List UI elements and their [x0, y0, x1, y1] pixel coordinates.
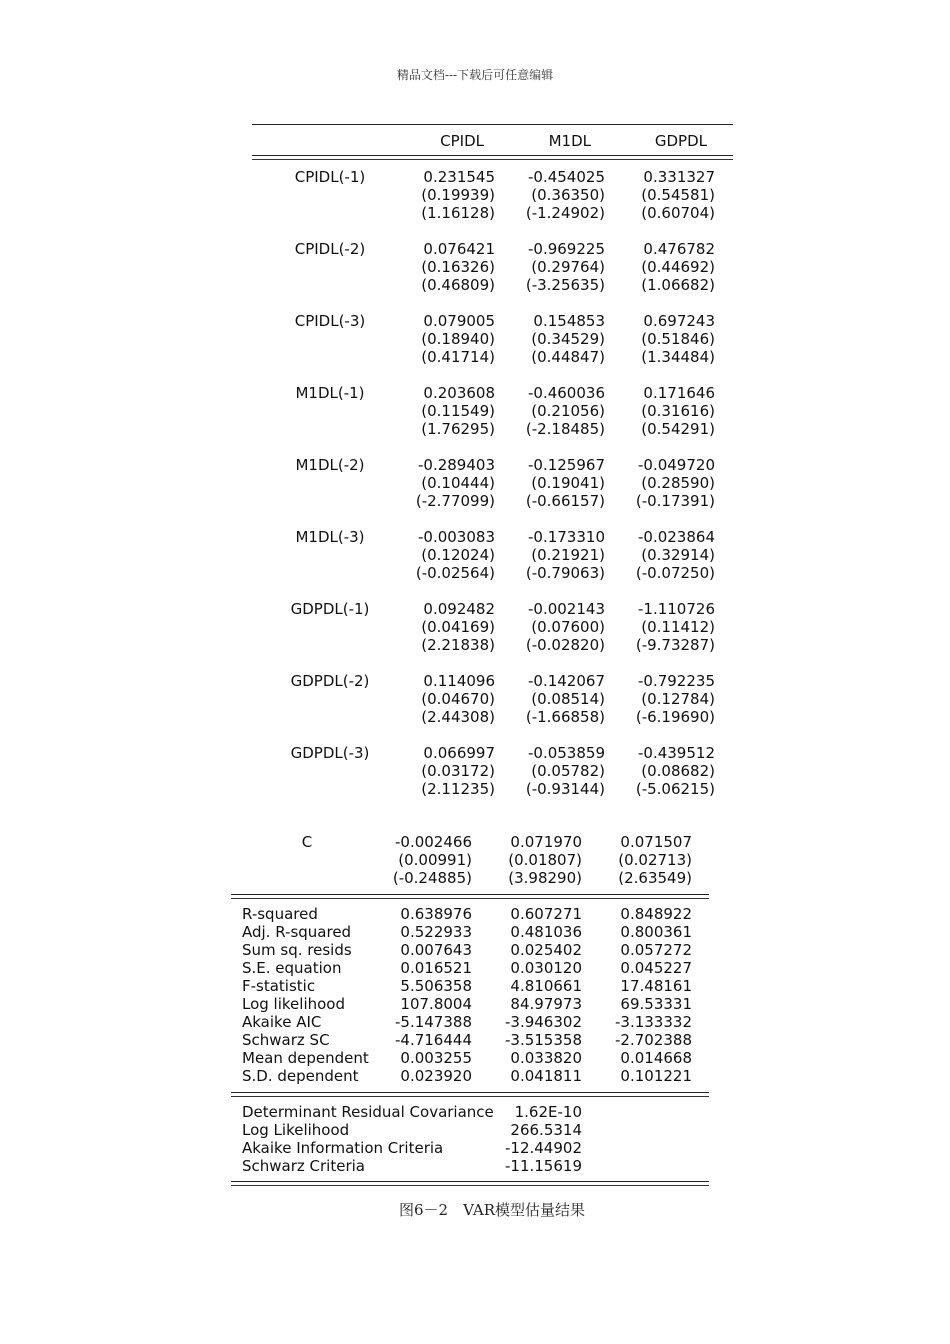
- coefficient-cell: (0.21921): [531, 546, 605, 564]
- stat-value: 84.97973: [510, 995, 582, 1013]
- stat-value: 0.003255: [400, 1049, 472, 1067]
- stat-label: Adj. R-squared: [242, 923, 352, 941]
- coefficient-cell: (0.10444): [421, 474, 495, 492]
- row-label: GDPDL(-3): [290, 744, 370, 762]
- coefficient-cell: (0.36350): [531, 186, 605, 204]
- coefficient-cell: (0.08514): [531, 690, 605, 708]
- system-stat-label: Schwarz Criteria: [242, 1157, 365, 1175]
- coefficient-cell: (-1.24902): [525, 204, 605, 222]
- coefficient-cell: -0.289403: [418, 456, 495, 474]
- coefficient-cell: (0.07600): [531, 618, 605, 636]
- coefficient-cell: 0.066997: [423, 744, 495, 762]
- stat-value: 0.045227: [620, 959, 692, 977]
- coefficient-cell: -0.173310: [528, 528, 605, 546]
- coefficient-cell: -0.125967: [528, 456, 605, 474]
- figure-caption: 图6－2 VAR模型估量结果: [398, 1201, 586, 1219]
- coefficient-cell: 0.079005: [423, 312, 495, 330]
- coefficient-cell: (-0.02820): [525, 636, 605, 654]
- coefficient-cell: (0.08682): [641, 762, 715, 780]
- coefficient-cell: -0.460036: [528, 384, 605, 402]
- stat-value: 0.481036: [510, 923, 582, 941]
- coefficient-cell: (0.44847): [531, 348, 605, 366]
- stat-label: S.D. dependent: [242, 1067, 359, 1085]
- coefficient-cell: (0.41714): [421, 348, 495, 366]
- page-header-note: 精品文档---下载后可任意编辑: [396, 68, 554, 82]
- stat-value: 0.007643: [400, 941, 472, 959]
- row-label: CPIDL(-2): [294, 240, 366, 258]
- coefficient-cell: (0.44692): [641, 258, 715, 276]
- coefficient-cell: 0.092482: [423, 600, 495, 618]
- coefficient-cell: (-6.19690): [635, 708, 715, 726]
- coefficient-cell: -0.053859: [528, 744, 605, 762]
- stat-label: Mean dependent: [242, 1049, 369, 1067]
- system-stat-value: 1.62E-10: [514, 1103, 582, 1121]
- stat-value: 0.522933: [400, 923, 472, 941]
- coefficient-cell: -0.439512: [638, 744, 715, 762]
- coefficient-cell: (0.19041): [531, 474, 605, 492]
- coefficient-cell: (0.12024): [421, 546, 495, 564]
- table-top-rule: [252, 124, 733, 125]
- stat-value: 0.030120: [510, 959, 582, 977]
- coefficient-cell: -0.142067: [528, 672, 605, 690]
- stat-value: 0.016521: [400, 959, 472, 977]
- stat-value: 4.810661: [510, 977, 582, 995]
- stat-label: F-statistic: [242, 977, 316, 995]
- coefficient-cell: (0.11412): [641, 618, 715, 636]
- stat-value: 0.025402: [510, 941, 582, 959]
- stat-value: 107.8004: [400, 995, 472, 1013]
- coefficient-cell: (0.04169): [421, 618, 495, 636]
- coefficient-cell: (-0.02564): [415, 564, 495, 582]
- coefficient-cell: -0.002143: [528, 600, 605, 618]
- coefficient-cell: (1.06682): [641, 276, 715, 294]
- coefficient-cell: -0.969225: [528, 240, 605, 258]
- stats-double-rule-1: [231, 894, 709, 895]
- stat-value: 0.014668: [620, 1049, 692, 1067]
- row-label: GDPDL(-2): [290, 672, 370, 690]
- coefficient-cell: (-3.25635): [525, 276, 605, 294]
- coefficient-cell: (-0.93144): [525, 780, 605, 798]
- coefficient-cell: (-0.17391): [635, 492, 715, 510]
- coefficient-cell: (-0.66157): [525, 492, 605, 510]
- coefficient-cell: (-1.66858): [525, 708, 605, 726]
- system-stat-value: -11.15619: [505, 1157, 582, 1175]
- constant-cell: (0.00991): [398, 851, 472, 869]
- coefficient-cell: (-2.77099): [415, 492, 495, 510]
- coefficient-cell: 0.203608: [423, 384, 495, 402]
- stat-value: -2.702388: [615, 1031, 692, 1049]
- coefficient-cell: (0.28590): [641, 474, 715, 492]
- coefficient-cell: 0.476782: [643, 240, 715, 258]
- column-header-m1dl: M1DL: [548, 132, 591, 150]
- stat-value: 17.48161: [620, 977, 692, 995]
- coefficient-cell: (-9.73287): [635, 636, 715, 654]
- coefficient-cell: 0.154853: [533, 312, 605, 330]
- stat-value: 5.506358: [400, 977, 472, 995]
- row-label: CPIDL(-1): [294, 168, 366, 186]
- coefficient-cell: (-2.18485): [525, 420, 605, 438]
- system-stat-label: Determinant Residual Covariance: [242, 1103, 494, 1121]
- stat-value: 0.607271: [510, 905, 582, 923]
- stat-value: -3.133332: [615, 1013, 692, 1031]
- stat-value: 0.057272: [620, 941, 692, 959]
- stat-value: 0.848922: [620, 905, 692, 923]
- constant-cell: (-0.24885): [392, 869, 472, 887]
- coefficient-cell: (0.54291): [641, 420, 715, 438]
- row-label: M1DL(-1): [295, 384, 365, 402]
- coefficient-cell: (2.11235): [421, 780, 495, 798]
- stat-value: -5.147388: [395, 1013, 472, 1031]
- constant-cell: 0.071507: [620, 833, 692, 851]
- coefficient-cell: (1.76295): [421, 420, 495, 438]
- constant-cell: (2.63549): [618, 869, 692, 887]
- coefficient-cell: (0.60704): [641, 204, 715, 222]
- row-label: GDPDL(-1): [290, 600, 370, 618]
- column-header-gdpdl: GDPDL: [654, 132, 707, 150]
- coefficient-cell: 0.231545: [423, 168, 495, 186]
- stat-label: Sum sq. resids: [242, 941, 352, 959]
- coefficient-cell: (0.16326): [421, 258, 495, 276]
- stat-value: 0.800361: [620, 923, 692, 941]
- header-double-rule-1: [252, 155, 733, 156]
- coefficient-cell: (2.21838): [421, 636, 495, 654]
- coefficient-cell: (2.44308): [421, 708, 495, 726]
- constant-cell: (0.01807): [508, 851, 582, 869]
- coefficient-cell: (0.04670): [421, 690, 495, 708]
- coefficient-cell: (0.32914): [641, 546, 715, 564]
- coefficient-cell: -1.110726: [638, 600, 715, 618]
- stat-label: R-squared: [242, 905, 318, 923]
- stats-double-rule-2: [231, 898, 709, 899]
- stat-value: 0.101221: [620, 1067, 692, 1085]
- table-bottom-rule-2: [231, 1185, 709, 1186]
- coefficient-cell: -0.792235: [638, 672, 715, 690]
- coefficient-cell: (-0.79063): [525, 564, 605, 582]
- coefficient-cell: (-0.07250): [635, 564, 715, 582]
- coefficient-cell: -0.049720: [638, 456, 715, 474]
- stat-value: 69.53331: [620, 995, 692, 1013]
- stat-value: -3.515358: [505, 1031, 582, 1049]
- system-stat-label: Log Likelihood: [242, 1121, 350, 1139]
- constant-cell: 0.071970: [510, 833, 582, 851]
- coefficient-cell: (0.34529): [531, 330, 605, 348]
- constant-cell: (3.98290): [508, 869, 582, 887]
- coefficient-cell: (0.05782): [531, 762, 605, 780]
- coefficient-cell: (0.11549): [421, 402, 495, 420]
- system-stat-value: -12.44902: [505, 1139, 582, 1157]
- stat-value: 0.023920: [400, 1067, 472, 1085]
- header-double-rule-2: [252, 159, 733, 160]
- coefficient-cell: (0.18940): [421, 330, 495, 348]
- coefficient-cell: 0.331327: [643, 168, 715, 186]
- coefficient-cell: -0.023864: [638, 528, 715, 546]
- system-double-rule-2: [231, 1096, 709, 1097]
- row-label: M1DL(-3): [295, 528, 365, 546]
- stat-label: Log likelihood: [242, 995, 345, 1013]
- stat-label: Schwarz SC: [242, 1031, 330, 1049]
- stat-label: S.E. equation: [242, 959, 342, 977]
- stat-value: -3.946302: [505, 1013, 582, 1031]
- coefficient-cell: (0.21056): [531, 402, 605, 420]
- constant-cell: (0.02713): [618, 851, 692, 869]
- coefficient-cell: (0.12784): [641, 690, 715, 708]
- coefficient-cell: 0.114096: [423, 672, 495, 690]
- coefficient-cell: 0.697243: [643, 312, 715, 330]
- coefficient-cell: (0.46809): [421, 276, 495, 294]
- row-label: M1DL(-2): [295, 456, 365, 474]
- system-stat-label: Akaike Information Criteria: [242, 1139, 444, 1157]
- coefficient-cell: (0.51846): [641, 330, 715, 348]
- coefficient-cell: (0.29764): [531, 258, 605, 276]
- coefficient-cell: 0.076421: [423, 240, 495, 258]
- row-label: CPIDL(-3): [294, 312, 366, 330]
- table-bottom-rule-1: [231, 1181, 709, 1182]
- row-label-constant: C: [301, 833, 313, 851]
- stat-value: 0.041811: [510, 1067, 582, 1085]
- coefficient-cell: (1.34484): [641, 348, 715, 366]
- coefficient-cell: (1.16128): [421, 204, 495, 222]
- system-double-rule-1: [231, 1092, 709, 1093]
- coefficient-cell: (0.19939): [421, 186, 495, 204]
- system-stat-value: 266.5314: [510, 1121, 582, 1139]
- coefficient-cell: (0.54581): [641, 186, 715, 204]
- column-header-cpidl: CPIDL: [440, 132, 484, 150]
- coefficient-cell: (0.03172): [421, 762, 495, 780]
- coefficient-cell: 0.171646: [643, 384, 715, 402]
- constant-cell: -0.002466: [395, 833, 472, 851]
- stat-value: 0.033820: [510, 1049, 582, 1067]
- coefficient-cell: -0.003083: [418, 528, 495, 546]
- coefficient-cell: -0.454025: [528, 168, 605, 186]
- coefficient-cell: (-5.06215): [635, 780, 715, 798]
- coefficient-cell: (0.31616): [641, 402, 715, 420]
- stat-label: Akaike AIC: [242, 1013, 322, 1031]
- stat-value: 0.638976: [400, 905, 472, 923]
- stat-value: -4.716444: [395, 1031, 472, 1049]
